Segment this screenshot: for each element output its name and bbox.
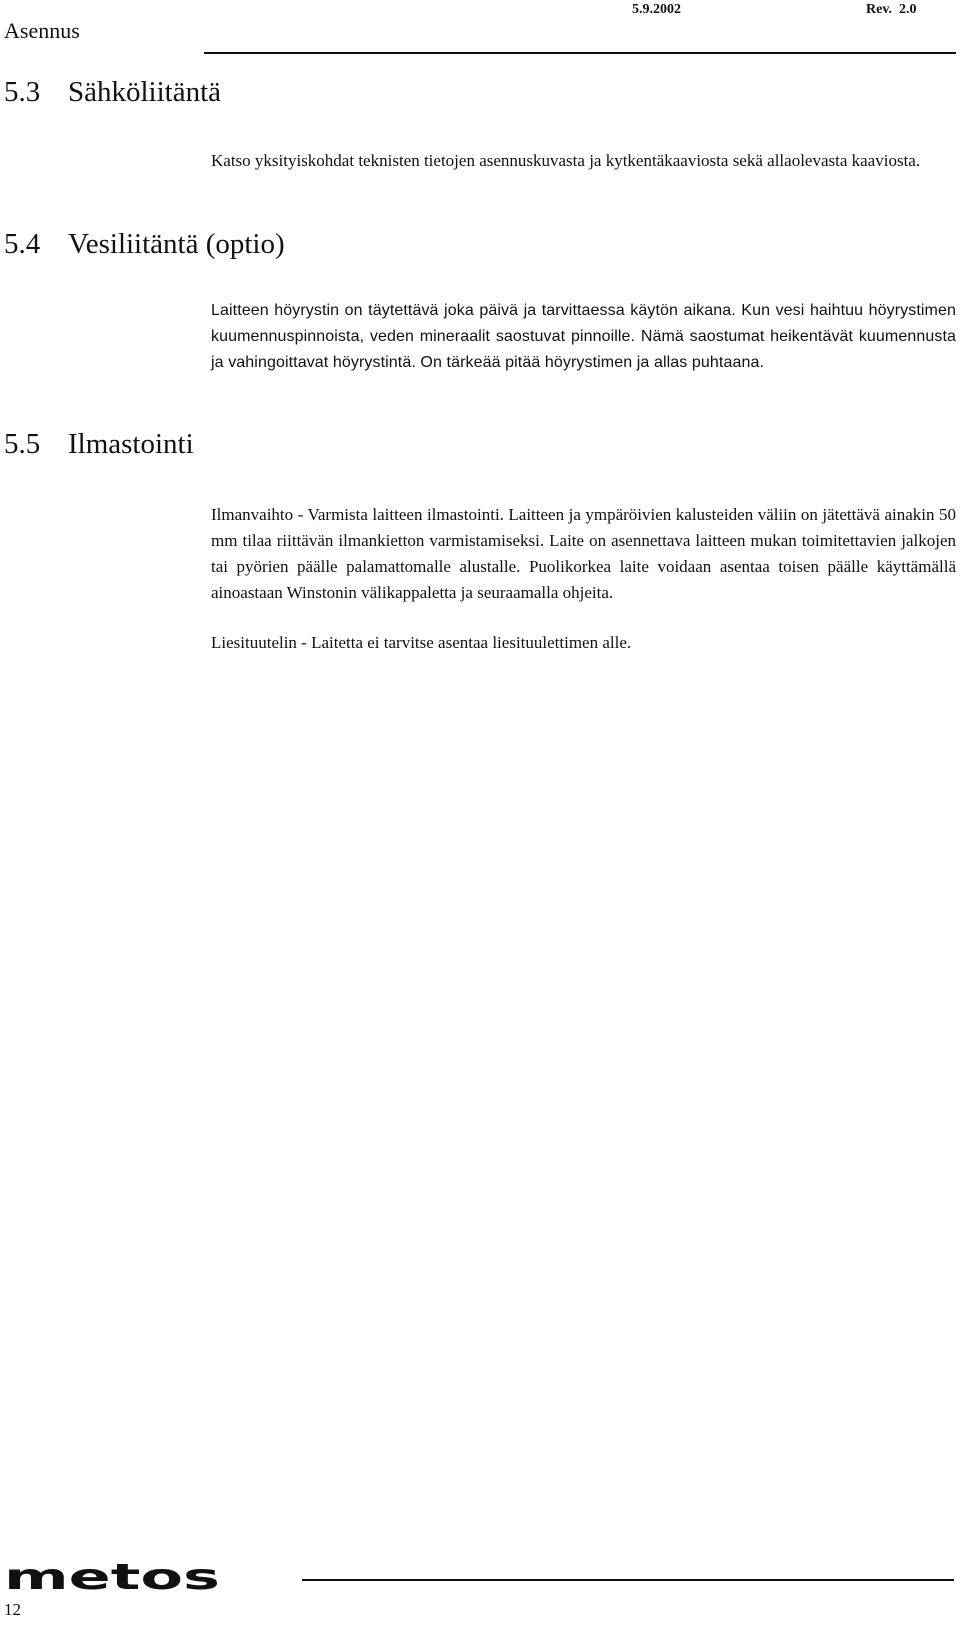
header-date: 5.9.2002 [632,2,681,17]
section-number: 5.5 [4,428,41,460]
header-revision: Rev. 2.0 [866,2,917,17]
footer-rule [302,1579,954,1581]
section-number: 5.3 [4,76,41,108]
section-5-5-paragraph-ventilation: Ilmanvaihto - Varmista laitteen ilmastointi. Laitteen ja ympäröivien kalusteiden väliin on jätettävä ainakin 50 mm tilaa riittävän ilmankietton varmistamiseksi. Laite on asennettava laitteen mukan toimitettavien jalkojen tai pyörien päälle palamattomalle alustalle. Puolikorkea laite voidaan asentaa toisen päälle käyttämällä ainoastaan Winstonin välikappaletta ja seuraamalla ohjeita. [211,505,956,602]
section-5-5-body [211,502,956,680]
section-5-3-paragraph: Katso yksityiskohdat teknisten tietojen asennuskuvasta ja kytkentäkaaviosta sekä allaolevasta kaaviosta. [211,151,921,170]
section-heading-5-5 [4,428,194,461]
section-heading-5-4 [4,228,285,261]
section-5-4-paragraph: Laitteen höyrystin on täytettävä joka päivä ja tarvittaessa käytön aikana. Kun vesi haihtuu höyrystimen kuumennuspinnoista, veden mineraalit saostuvat pinnoille. Nämä saostumat heikentävät kuumennusta ja vahingoittavat höyrystintä. On tärkeää pitää höyrystimen ja allas puhtaana. [211,302,956,371]
section-number: 5.4 [4,228,41,260]
page-number: 12 [4,1600,21,1619]
section-heading-5-3 [4,76,221,109]
header-rule [204,52,956,54]
logo-text: metos [4,1562,220,1592]
section-5-5-paragraph-hood: Liesituutelin - Laitetta ei tarvitse asentaa liesituulettimen alle. [211,633,632,652]
metos-logo [4,1562,222,1592]
header-title: Asennus [4,18,80,43]
section-title: Ilmastointi [68,428,194,460]
section-title: Vesiliitäntä (optio) [68,228,285,260]
section-title: Sähköliitäntä [68,76,222,108]
